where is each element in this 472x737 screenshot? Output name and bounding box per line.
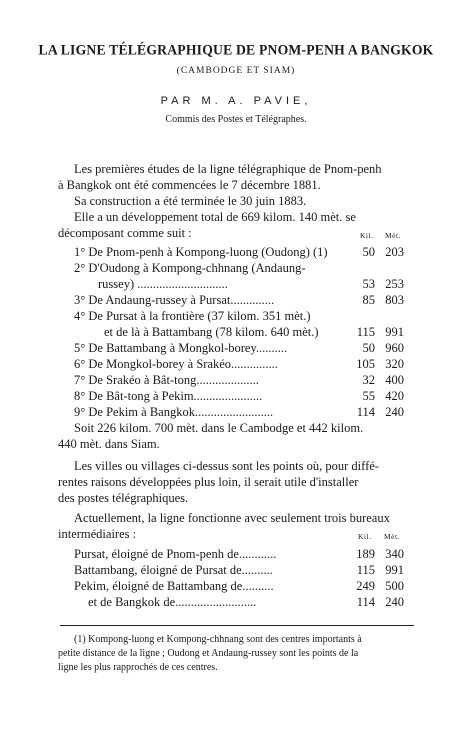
office-km: 115 <box>356 563 375 577</box>
intro-line: décomposant comme suit : <box>58 226 192 240</box>
office-m: 340 <box>385 547 404 561</box>
office-label: et de Bangkok de.......................... <box>88 595 257 609</box>
footnote-rule <box>60 625 414 626</box>
section-label: 1° De Pnom-penh à Kompong-luong (Oudong) (1) <box>74 245 328 259</box>
office-label: Battambang, éloigné de Pursat de.......... <box>74 563 273 577</box>
footnote-line: petite distance de la ligne ; Oudong et Andaung-russey sont les points de la <box>58 648 359 659</box>
section-label: 4° De Pursat à la frontière (37 kilom. 351 mèt.) <box>74 309 311 323</box>
section-m: 240 <box>385 405 404 419</box>
section-m: 960 <box>385 341 404 355</box>
author-line: PAR M. A. PAVIE, <box>160 95 312 107</box>
office-km: 189 <box>356 547 375 561</box>
section-m: 991 <box>385 325 404 339</box>
summary-line: Les villes ou villages ci-dessus sont les points où, pour diffé- <box>74 459 379 473</box>
section-label: russey) ............................. <box>98 277 228 291</box>
office-km: 114 <box>356 595 375 609</box>
section-m: 320 <box>385 357 404 371</box>
author-role: Commis des Postes et Télégraphes. <box>165 114 307 125</box>
footnote-line: (1) Kompong-luong et Kompong-chhnang sont des centres importants à <box>74 634 362 645</box>
section-km: 105 <box>356 357 375 371</box>
unit-header-km: Kil. <box>360 231 374 240</box>
summary-line: intermédiaires : <box>58 527 137 541</box>
section-km: 50 <box>362 341 375 355</box>
office-km: 249 <box>356 579 375 593</box>
section-km: 114 <box>356 405 375 419</box>
intro-line: à Bangkok ont été commencées le 7 décembre 1881. <box>58 178 321 192</box>
section-label: 8° De Bât-tong à Pekim...................... <box>74 389 263 403</box>
section-km: 55 <box>362 389 375 403</box>
footnote-line: ligne les plus rapprochés de ces centres. <box>58 662 218 673</box>
intro-line: Elle a un développement total de 669 kilom. 140 mèt. se <box>74 210 356 224</box>
section-label: 5° De Battambang à Mongkol-borey.......... <box>74 341 288 355</box>
summary-line: 440 mèt. dans Siam. <box>58 437 160 451</box>
summary-line: Soit 226 kilom. 700 mèt. dans le Cambodge et 442 kilom. <box>74 421 364 435</box>
section-m: 400 <box>385 373 404 387</box>
section-label: 3° De Andaung-russey à Pursat.............. <box>74 293 275 307</box>
section-km: 53 <box>362 277 375 291</box>
office-label: Pursat, éloigné de Pnom-penh de............ <box>74 547 277 561</box>
section-m: 803 <box>385 293 404 307</box>
summary-line: rentes raisons développées plus loin, il serait utile d'installer <box>58 475 359 489</box>
office-m: 240 <box>385 595 404 609</box>
unit-header-m: Mèt. <box>384 532 400 541</box>
section-km: 32 <box>362 373 375 387</box>
document-title: LA LIGNE TÉLÉGRAPHIQUE DE PNOM-PENH A BANGKOK <box>38 41 434 58</box>
unit-header-km: Kil. <box>358 532 372 541</box>
section-m: 253 <box>385 277 404 291</box>
summary-line: Actuellement, la ligne fonctionne avec seulement trois bureaux <box>74 511 390 525</box>
section-m: 420 <box>385 389 404 403</box>
section-km: 50 <box>362 245 375 259</box>
intro-line: Les premières études de la ligne télégraphique de Pnom-penh <box>74 162 382 176</box>
section-label: 2° D'Oudong à Kompong-chhnang (Andaung- <box>74 261 306 275</box>
intro-line: Sa construction a été terminée le 30 juin 1883. <box>74 194 307 208</box>
section-m: 203 <box>385 245 404 259</box>
unit-header-m: Mèt. <box>385 231 401 240</box>
document-subtitle: (CAMBODGE ET SIAM) <box>176 66 296 76</box>
section-label: 9° De Pekim à Bangkok......................... <box>74 405 274 419</box>
section-label: 7° De Srakéo à Bât-tong.................... <box>74 373 259 387</box>
section-km: 115 <box>356 325 375 339</box>
office-m: 500 <box>385 579 404 593</box>
office-m: 991 <box>385 563 404 577</box>
summary-line: des postes télégraphiques. <box>58 491 189 505</box>
section-label: et de là à Battambang (78 kilom. 640 mèt.) <box>104 325 319 339</box>
section-label: 6° De Mongkol-borey à Srakéo............... <box>74 357 278 371</box>
section-km: 85 <box>362 293 375 307</box>
office-label: Pekim, éloigné de Battambang de.......... <box>74 579 274 593</box>
